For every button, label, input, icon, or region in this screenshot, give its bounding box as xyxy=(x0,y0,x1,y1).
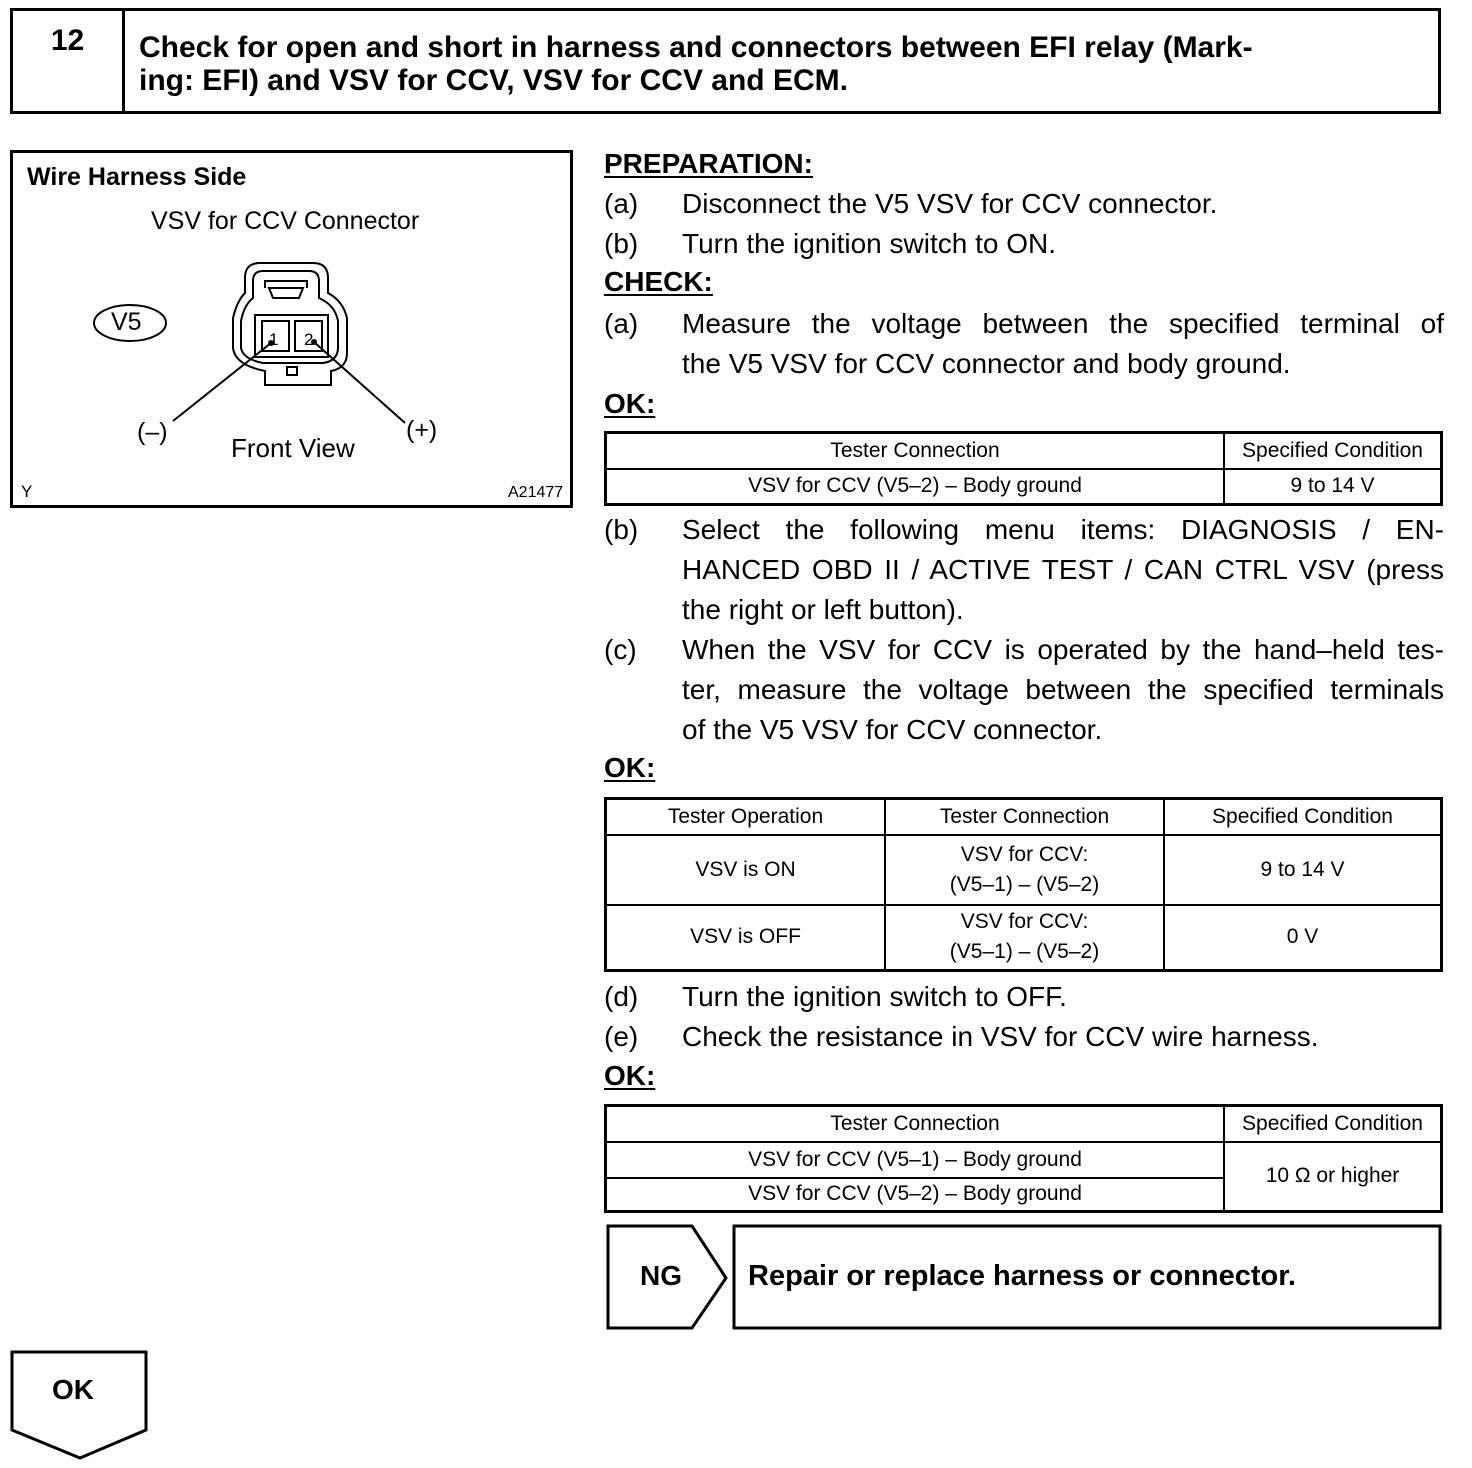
item-text-line1: Select the following menu items: DIAGNOSIS / EN- xyxy=(682,514,1444,545)
table-header: Tester Connection xyxy=(606,433,1225,469)
view-label: Front View xyxy=(231,433,355,463)
ok-heading-2: OK: xyxy=(604,752,656,783)
item-text-line1: When the VSV for CCV is operated by the hand–held tes- xyxy=(682,634,1444,665)
table-cell xyxy=(885,835,1164,905)
check-item-c xyxy=(604,630,1444,750)
connector-name: VSV for CCV Connector xyxy=(151,207,420,235)
ng-result xyxy=(606,1222,1442,1332)
pin-1-label: 1 xyxy=(269,330,279,349)
item-text-line3: the right or left button). xyxy=(682,594,964,625)
plus-terminal-label: (+) xyxy=(406,416,438,444)
item-label: (a) xyxy=(604,188,639,219)
table-row xyxy=(606,1142,1442,1178)
check-item-d xyxy=(604,977,1444,1017)
spec-table-1 xyxy=(604,431,1443,506)
step-title-line1: Check for open and short in harness and connectors between EFI relay (Mark- xyxy=(139,31,1253,64)
item-label: (c) xyxy=(604,634,637,665)
table-row xyxy=(606,905,1442,971)
item-text-line2: HANCED OBD II / ACTIVE TEST / CAN CTRL VSV (press xyxy=(682,554,1444,585)
table-header: Specified Condition xyxy=(1164,799,1442,835)
ok-label: OK xyxy=(52,1374,94,1405)
ng-action: Repair or replace harness or connector. xyxy=(748,1260,1296,1292)
table-header: Tester Connection xyxy=(606,1106,1225,1142)
table-header: Specified Condition xyxy=(1224,1106,1442,1142)
check-item-b xyxy=(604,510,1444,630)
minus-terminal-label: (–) xyxy=(137,418,168,446)
table-cell: 9 to 14 V xyxy=(1224,469,1442,505)
prep-item-a xyxy=(604,184,1444,224)
table-cell xyxy=(885,905,1164,971)
table-cell: VSV for CCV (V5–1) – Body ground xyxy=(606,1142,1225,1178)
pin-2-label: 2 xyxy=(304,330,314,349)
item-text-line2: ter, measure the voltage between the specified terminals xyxy=(682,674,1444,705)
table-header: Tester Operation xyxy=(606,799,886,835)
connector-code: V5 xyxy=(111,308,142,336)
prep-item-b xyxy=(604,224,1444,264)
check-item-a xyxy=(604,304,1444,384)
step-title xyxy=(139,31,1429,97)
item-text: Turn the ignition switch to OFF. xyxy=(682,981,1067,1012)
ok-flow-arrow xyxy=(10,1350,150,1462)
item-label: (d) xyxy=(604,981,639,1012)
table-cell: VSV for CCV (V5–2) – Body ground xyxy=(606,469,1225,505)
step-header xyxy=(10,8,1441,114)
cell-line: VSV for CCV: xyxy=(960,842,1089,866)
item-text-line1: Measure the voltage between the specified terminal of xyxy=(682,308,1444,339)
cell-line: (V5–1) – (V5–2) xyxy=(949,940,1100,964)
item-label: (a) xyxy=(604,308,639,339)
table-cell: VSV is ON xyxy=(606,835,886,905)
connector-figure xyxy=(10,150,573,508)
item-text-line3: of the V5 VSV for CCV connector. xyxy=(682,714,1103,745)
item-text: Turn the ignition switch to ON. xyxy=(682,228,1057,259)
figure-id: A21477 xyxy=(508,484,564,501)
preparation-heading: PREPARATION: xyxy=(604,148,813,179)
table-header: Tester Connection xyxy=(885,799,1164,835)
ok-heading-1: OK: xyxy=(604,388,656,419)
item-text-line2: the V5 VSV for CCV connector and body ground. xyxy=(682,348,1291,379)
table-row xyxy=(606,469,1442,505)
table-cell: VSV is OFF xyxy=(606,905,886,971)
step-number: 12 xyxy=(13,11,125,111)
table-cell: 10 Ω or higher xyxy=(1224,1142,1442,1212)
step-title-line2: ing: EFI) and VSV for CCV, VSV for CCV and ECM. xyxy=(139,64,848,97)
table-cell: 0 V xyxy=(1164,905,1442,971)
spec-table-3 xyxy=(604,1104,1443,1213)
item-text: Disconnect the V5 VSV for CCV connector. xyxy=(682,188,1218,219)
cell-line: (V5–1) – (V5–2) xyxy=(949,872,1100,896)
table-row xyxy=(606,835,1442,905)
item-label: (b) xyxy=(604,514,639,545)
check-item-e xyxy=(604,1017,1444,1057)
cell-line: VSV for CCV: xyxy=(960,910,1089,934)
table-cell: VSV for CCV (V5–2) – Body ground xyxy=(606,1178,1225,1212)
check-heading: CHECK: xyxy=(604,266,713,297)
item-label: (e) xyxy=(604,1021,639,1052)
table-header: Specified Condition xyxy=(1224,433,1442,469)
ng-label: NG xyxy=(640,1260,682,1291)
figure-corner-left: Y xyxy=(21,482,33,501)
ok-heading-3: OK: xyxy=(604,1060,656,1091)
spec-table-2 xyxy=(604,797,1443,972)
table-cell: 9 to 14 V xyxy=(1164,835,1442,905)
item-label: (b) xyxy=(604,228,639,259)
figure-title: Wire Harness Side xyxy=(27,163,247,191)
item-text: Check the resistance in VSV for CCV wire harness. xyxy=(682,1021,1319,1052)
